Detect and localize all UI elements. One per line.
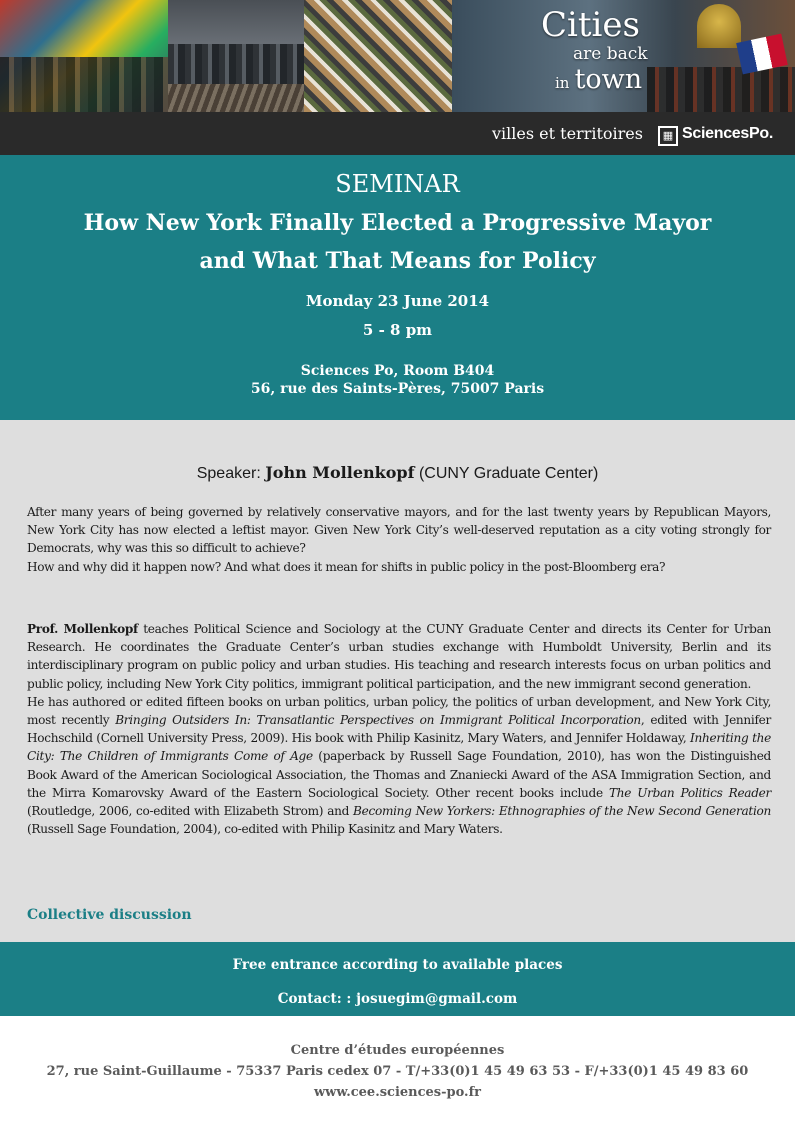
sciencespo-logo-text: SciencesPo.	[682, 125, 773, 142]
organizer-address-block	[0, 1040, 795, 1103]
speaker-affiliation: (CUNY Graduate Center)	[418, 465, 599, 482]
banner-photo-market	[304, 0, 452, 112]
book-title-inheriting-the-city: Inheriting the City: The Children of Immigrants Come of Age	[27, 731, 771, 764]
bio-lead-name: Prof. Mollenkopf	[27, 622, 138, 636]
bio-text-c: (paperback by Russell Sage Foundation, 2010), has won the Distinguished Book Award of the American Sociological Association, the Thomas and Znaniecki Award of the ASA Immigration Section, and the Mirra Komarovsky Award of the Eastern Sociological Society. Other recent books include	[27, 749, 771, 800]
partner-villes-et-territoires: villes et territoires	[492, 124, 643, 143]
bio-text-e: (Russell Sage Foundation, 2004), co-edited with Philip Kasinitz and Mary Waters.	[27, 822, 503, 837]
entrance-contact-footer	[0, 942, 795, 1016]
brand-line-town: town	[574, 64, 643, 95]
organizer-street-phone: 27, rue Saint-Guillaume - 75337 Paris cedex 07 - T/+33(0)1 45 49 63 53 - F/+33(0)1 45 49 83 60	[46, 1064, 749, 1079]
speaker-biography	[27, 620, 771, 838]
book-title-bringing-outsiders-in: Bringing Outsiders In: Transatlantic Perspectives on Immigrant Political Incorporation	[115, 713, 641, 728]
brand-line-cities: Cities	[541, 5, 640, 45]
seminar-title-line2: and What That Means for Policy	[199, 248, 596, 274]
seminar-time: 5 - 8 pm	[362, 321, 433, 339]
collective-discussion-label: Collective discussion	[27, 907, 192, 923]
contact-email-link[interactable]: josuegim@gmail.com	[356, 991, 518, 1007]
seminar-date: Monday 23 June 2014	[305, 292, 490, 310]
free-entrance-note: Free entrance according to available places	[232, 957, 563, 973]
banner-photo-collage	[0, 0, 795, 112]
book-title-urban-politics-reader: The Urban Politics Reader	[608, 785, 771, 800]
seminar-header	[0, 155, 795, 420]
abstract-sentence-1: After many years of being governed by relatively conservative mayors, and for the last twenty years by Republican Mayors, New York City has now elected a leftist mayor. Given New York City’s well-deserved reputation as a city voting strongly for Democrats, why was this so difficult to achieve?	[27, 505, 771, 556]
seminar-description-panel	[0, 420, 795, 942]
organizer-name: Centre d’études européennes	[290, 1043, 505, 1058]
banner-photo-skyline	[168, 0, 304, 112]
speaker-line	[0, 463, 795, 484]
speaker-label: Speaker:	[196, 465, 261, 482]
bio-text-a: He has authored or edited fifteen books on urban politics, urban policy, the politics of urban development, and New York City, most recently	[27, 694, 771, 728]
venue-address: 56, rue des Saints-Pères, 75007 Paris	[250, 381, 545, 397]
venue-room: Sciences Po, Room B404	[300, 363, 495, 379]
cities-back-in-town-logo	[541, 6, 648, 95]
contact-line	[0, 991, 795, 1007]
contact-label: Contact: :	[277, 991, 352, 1007]
organizer-website-link[interactable]: www.cee.sciences-po.fr	[313, 1085, 482, 1100]
seminar-label: SEMINAR	[335, 170, 460, 198]
bio-text-d: (Routledge, 2006, co-edited with Elizabeth Strom) and	[27, 804, 354, 819]
bio-paragraph-1: teaches Political Science and Sociology at the CUNY Graduate Center and directs its Center for Urban Research. He coordinates the Graduate Center’s urban studies exchange with Humboldt University, Berlin and its interdisciplinary program on public policy and urban studies. His teaching and research interests focus on urban politics and public policy, including New York City politics, immigrant political participation, and the new immigrant second generation.	[27, 622, 771, 691]
top-banner	[0, 0, 795, 155]
abstract-sentence-2: How and why did it happen now? And what does it mean for shifts in public policy in the post-Bloomberg era?	[27, 559, 666, 574]
seminar-abstract	[27, 503, 771, 576]
bio-text-b: , edited with Jennifer Hochschild (Cornell University Press, 2009). His book with Philip Kasinitz, Mary Waters, and Jennifer Holdaway,	[27, 713, 771, 746]
speaker-name: John Mollenkopf	[265, 463, 415, 482]
banner-photo-street-art	[0, 0, 168, 112]
brand-line-are-back: are back	[573, 44, 648, 64]
book-title-becoming-new-yorkers: Becoming New Yorkers: Ethnographies of the New Second Generation	[353, 804, 771, 819]
sciencespo-grid-icon: ▦	[658, 126, 678, 146]
seminar-title-line1: How New York Finally Elected a Progressive Mayor	[83, 210, 712, 236]
brand-line-in: in	[555, 74, 570, 92]
